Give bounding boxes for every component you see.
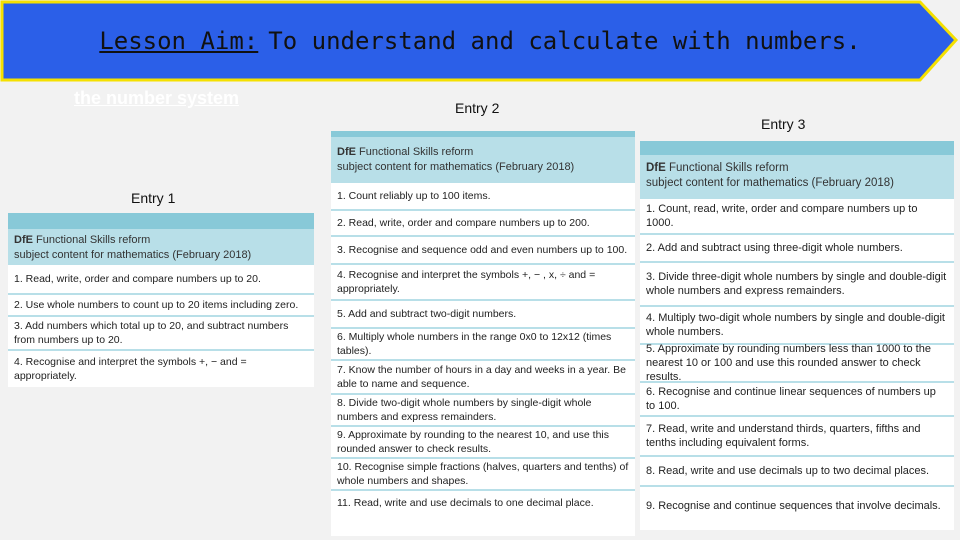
table-row: 3. Recognise and sequence odd and even numbers up to 100. <box>331 235 635 263</box>
table-row: 2. Use whole numbers to count up to 20 items including zero. <box>8 293 314 315</box>
header-line2: subject content for mathematics (February 2018) <box>14 249 252 261</box>
header-line2: subject content for mathematics (February 2018) <box>646 177 895 189</box>
table-row: 7. Read, write and understand thirds, quarters, fifths and tenths including equivalent forms. <box>640 415 954 455</box>
entry3-label: Entry 3 <box>761 116 806 132</box>
table-row: 3. Add numbers which total up to 20, and subtract numbers from numbers up to 20. <box>8 315 314 349</box>
table-row: 1. Read, write, order and compare numbers up to 20. <box>8 263 314 293</box>
entry1-table <box>8 213 314 387</box>
banner-text <box>0 0 960 82</box>
table-row: 5. Add and subtract two-digit numbers. <box>331 299 635 327</box>
table-header <box>640 155 954 197</box>
entry2-table <box>331 131 635 536</box>
table-row: 2. Read, write, order and compare numbers up to 200. <box>331 209 635 235</box>
table-row: 6. Multiply whole numbers in the range 0x0 to 12x12 (times tables). <box>331 327 635 359</box>
table-row: 11. Read, write and use decimals to one decimal place. <box>331 489 635 515</box>
table-header <box>8 229 314 263</box>
table-row: 7. Know the number of hours in a day and weeks in a year. Be able to name and sequence. <box>331 359 635 393</box>
table-row: 10. Recognise simple fractions (halves, quarters and tenths) of whole numbers and shapes. <box>331 457 635 489</box>
dfe-brand: DfE <box>646 162 666 174</box>
header-line1: Functional Skills reform <box>36 234 151 246</box>
table-row: 8. Read, write and use decimals up to two decimal places. <box>640 455 954 485</box>
header-line1: Functional Skills reform <box>669 162 789 174</box>
entry2-label: Entry 2 <box>455 100 500 116</box>
lesson-aim-label: Lesson Aim: <box>99 27 259 55</box>
table-top-strip <box>640 141 954 155</box>
dfe-brand: DfE <box>337 146 356 158</box>
table-row: 5. Approximate by rounding numbers less than 1000 to the nearest 10 or 100 and use this rounded answer to check results. <box>640 343 954 381</box>
table-row: 1. Count, read, write, order and compare numbers up to 1000. <box>640 197 954 233</box>
lesson-aim-banner <box>0 0 960 82</box>
header-line2: subject content for mathematics (February 2018) <box>337 161 575 173</box>
table-row: 9. Recognise and continue sequences that involve decimals. <box>640 485 954 524</box>
table-row: 4. Recognise and interpret the symbols +, − and = appropriately. <box>8 349 314 387</box>
entry3-table <box>640 141 954 530</box>
table-row: 4. Recognise and interpret the symbols +, − , x, ÷ and = appropriately. <box>331 263 635 299</box>
table-row: 4. Multiply two-digit whole numbers by single and double-digit whole numbers. <box>640 305 954 343</box>
table-row: 2. Add and subtract using three-digit whole numbers. <box>640 233 954 261</box>
lesson-aim-text: To understand and calculate with numbers. <box>268 27 861 55</box>
table-header <box>331 137 635 181</box>
table-row: 3. Divide three-digit whole numbers by single and double-digit whole numbers and express remainders. <box>640 261 954 305</box>
table-row: 1. Count reliably up to 100 items. <box>331 181 635 209</box>
table-top-strip <box>8 213 314 229</box>
header-line1: Functional Skills reform <box>359 146 474 158</box>
entry1-label: Entry 1 <box>131 190 176 206</box>
table-row: 6. Recognise and continue linear sequences of numbers up to 100. <box>640 381 954 415</box>
subtitle-link[interactable]: the number system <box>74 88 240 108</box>
dfe-brand: DfE <box>14 234 33 246</box>
table-row: 9. Approximate by rounding to the nearest 10, and use this rounded answer to check results. <box>331 425 635 457</box>
table-row: 8. Divide two-digit whole numbers by single-digit whole numbers and express remainders. <box>331 393 635 425</box>
